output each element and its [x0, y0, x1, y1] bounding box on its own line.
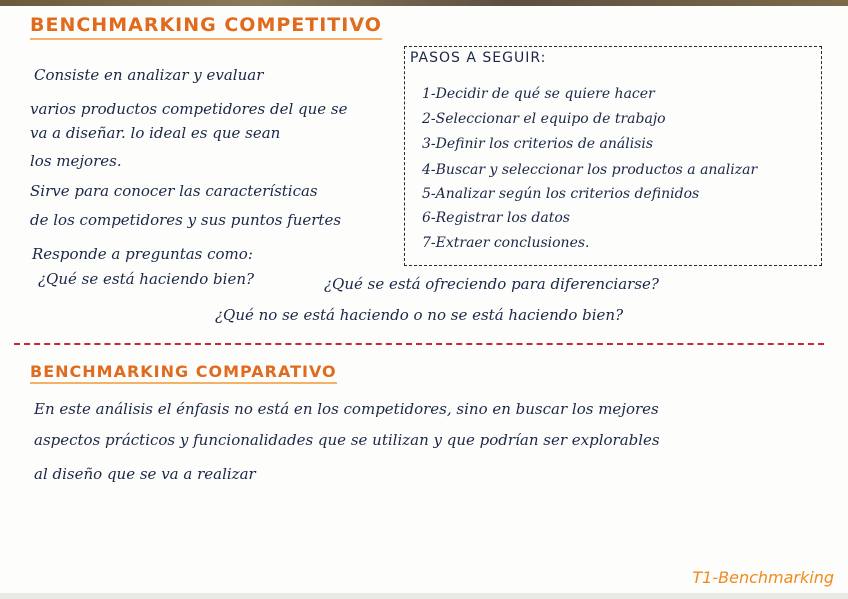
section2-line-1: En este análisis el énfasis no está en los competidores, sino en buscar los mejores [34, 400, 659, 418]
section2-title-underline [30, 382, 337, 384]
section2-title [30, 362, 337, 381]
step-4: 4-Buscar y seleccionar los productos a analizar [422, 162, 758, 178]
step-7: 7-Extraer conclusiones. [422, 235, 590, 251]
question-1: ¿Qué se está haciendo bien? [38, 270, 255, 288]
section2-title-text: BENCHMARKING COMPARATIVO [30, 362, 337, 381]
step-5: 5-Analizar según los criterios definidos [422, 186, 700, 202]
step-6: 6-Registrar los datos [422, 210, 570, 226]
section-divider [14, 343, 824, 345]
step-1: 1-Decidir de qué se quiere hacer [422, 86, 655, 102]
section1-line-7: Responde a preguntas como: [32, 245, 253, 263]
footer-label: T1-Benchmarking [692, 568, 834, 587]
step-3: 3-Definir los criterios de análisis [422, 136, 654, 152]
steps-title: PASOS A SEGUIR: [410, 50, 547, 66]
question-3: ¿Qué no se está haciendo o no se está haciendo bien? [215, 306, 624, 324]
section2-line-2: aspectos prácticos y funcionalidades que se utilizan y que podrían ser explorables [34, 431, 660, 449]
section1-line-3: va a diseñar. lo ideal es que sean [30, 124, 281, 142]
section1-line-2: varios productos competidores del que se [30, 100, 348, 118]
section2-line-3: al diseño que se va a realizar [34, 465, 256, 483]
step-2: 2-Seleccionar el equipo de trabajo [422, 111, 666, 127]
photo-top-edge [0, 0, 848, 6]
page-bottom-edge [0, 593, 848, 599]
section1-line-1: Consiste en analizar y evaluar [34, 66, 264, 84]
question-2: ¿Qué se está ofreciendo para diferenciarse? [324, 275, 659, 293]
section1-title [30, 14, 382, 36]
section1-title-underline [30, 38, 382, 40]
section1-line-6: de los competidores y sus puntos fuertes [30, 211, 342, 229]
steps-box [404, 46, 822, 266]
section1-line-5: Sirve para conocer las características [30, 182, 318, 200]
section1-title-text: BENCHMARKING COMPETITIVO [30, 14, 382, 36]
section1-line-4: los mejores. [30, 152, 122, 170]
